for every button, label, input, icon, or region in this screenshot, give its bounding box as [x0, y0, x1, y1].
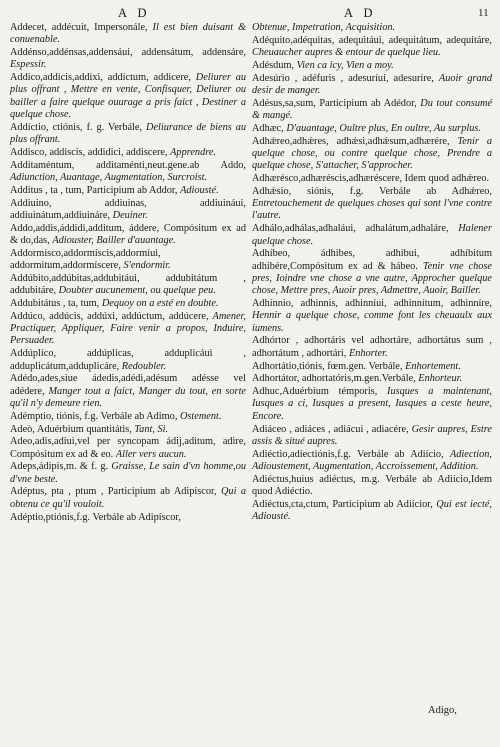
entry-french: Hennir a quelque chose, comme font les cheuaulx aux iumens.	[252, 310, 492, 334]
entry-latin: Adhǽreo,adhǽres, adhǽsi,adhǽsum,adhærére,	[252, 135, 450, 147]
dictionary-entry	[10, 248, 246, 273]
entry-french: Aller vers aucun.	[115, 448, 187, 460]
entry-latin: Adhuc,Aduérbium témporis,	[252, 386, 378, 398]
entry-latin: Addíctio, ctiónis, f. g. Verbále,	[10, 121, 143, 133]
entry-latin: Adhortátio,tiónis, fœm.gen. Verbále,	[252, 360, 403, 372]
entry-latin: Addecet, addécuit, Impersonále,	[10, 22, 148, 33]
dictionary-entry	[10, 273, 246, 298]
entry-latin: Adhortátor, adhortatóris,m.gen.Verbále,	[252, 373, 416, 385]
page-number: 11	[478, 7, 489, 19]
entry-latin: Adiéctus,huius adiéctus, m.g. Verbále ab Adiício,Idem quod Adiéctio.	[252, 473, 492, 497]
entry-french: Graisse, Le sain d'vn homme,ou d'vne beste.	[10, 461, 246, 485]
dictionary-entry	[252, 60, 492, 72]
dictionary-entry	[252, 73, 492, 98]
dictionary-entry	[10, 122, 246, 147]
entry-latin: Addormísco,addormíscis,addormíui, addormitum,addormíscere,	[10, 247, 161, 272]
dictionary-entry	[10, 147, 246, 159]
entry-latin: Adiéctio,adiectiónis,f.g. Verbále ab Adiício,	[252, 448, 444, 460]
entry-latin: Adhínnio, adhinnis, adhinníui, adhinnítum, adhinníre,	[252, 298, 492, 310]
entry-latin: Adiéctus,cta,ctum, Participium ab Adiícior,	[252, 498, 433, 510]
dictionary-entry	[252, 136, 492, 173]
entry-french: Deliurance de biens au plus offrant.	[10, 121, 246, 146]
entry-french: Tenir vne chose pres, Ioindre vne chose a vne autre, Approcher quelque chose, Mettre pres, Auoir pres, Admettre, Auoir, Bailler.	[252, 260, 493, 297]
dictionary-entry	[10, 47, 246, 72]
dictionary-entry	[252, 335, 492, 360]
dictionary-entry	[252, 35, 492, 60]
entry-latin: Addiuino, addiuinas, addiuináui, addiuinátum,addiuináre,	[10, 197, 246, 221]
entry-french: Apprendre.	[170, 146, 216, 158]
entry-french: Espessir.	[10, 59, 47, 71]
dictionary-entry	[10, 160, 246, 185]
entry-latin: Adesúrio , adéfuris , adesuríui, adesuríre,	[252, 72, 434, 84]
entry-latin: Addubitátus , ta, tum,	[10, 298, 100, 310]
entry-french: Halener quelque chose.	[252, 223, 492, 247]
entry-french: Gesir aupres, Estre assis & situé aupres.	[252, 423, 492, 447]
dictionary-entry	[10, 373, 246, 410]
entry-latin: Addico,addicis,addixi, addíctum, addicere,	[10, 72, 191, 84]
entry-latin: Addúco, addúcis, addúxi, addúctum, addúcere,	[10, 310, 209, 322]
entry-french: Adiouster, Bailler d'auantage.	[52, 235, 176, 247]
entry-latin: Additaméntum, additaménti,neut.gene.ab Addo,	[10, 159, 246, 171]
entry-french: Entretouchement de quelques choses qui sont l'vne contre l'autre.	[252, 198, 492, 222]
right-column	[252, 22, 492, 524]
entry-french: Redoubler.	[121, 360, 167, 372]
left-column	[10, 22, 246, 524]
dictionary-entry	[10, 461, 246, 486]
entry-french: Enhortement.	[405, 360, 461, 372]
entry-latin: Adhæc,	[252, 122, 284, 134]
dictionary-entry	[10, 22, 246, 47]
dictionary-entry	[10, 298, 246, 310]
entry-latin: Adeò, Aduérbium quantitátis,	[10, 423, 132, 435]
entry-french: Adiection, Adioustement, Augmentation, Accroissement, Addition.	[252, 448, 493, 472]
catchword: Adigo,	[428, 705, 457, 716]
entry-latin: Addisco, addiscis, addidici, addiscere,	[10, 146, 168, 158]
entry-french: Tant, Si.	[134, 423, 169, 435]
entry-french: Amener, Practiquer, Appliquer, Faire venir a propos, Induire, Persuader.	[10, 310, 246, 347]
dictionary-entry	[10, 424, 246, 436]
dictionary-entry	[252, 386, 492, 423]
entry-french: Enhorteur.	[418, 373, 463, 385]
entry-french: Adiousté.	[180, 184, 219, 196]
dictionary-entry	[10, 311, 246, 348]
dictionary-entry	[10, 486, 246, 511]
entry-latin: Adéquito,adéquitas, adequitáui, adequitátum, adequitáre,	[252, 34, 492, 46]
header-left: A D	[118, 6, 151, 20]
entry-latin: Adédo,ades,siue ádedis,adédi,adésum adésse vel adédere,	[10, 373, 246, 397]
entry-latin: Addénso,addénsas,addensáui, addensátum, addensáre,	[10, 47, 246, 59]
entry-french: Tenir a quelque chose, ou contre quelque chose, Prendre a quelque chose, S'attacher, S'approcher.	[252, 135, 493, 172]
entry-french: Iusques a maintenant, Iusques a ci, Iusques a present, Iusques a ceste heure, Encore.	[252, 386, 492, 422]
dictionary-entry	[252, 474, 492, 499]
entry-french: Doubter aucunement, ou quelque peu.	[58, 285, 216, 297]
entry-latin: Addúbito,addúbitas,addubitáui, addubitátum , addubitáre,	[10, 272, 246, 297]
entry-latin: Adémptio, tiónis, f.g. Verbále ab Adimo,	[10, 410, 178, 422]
entry-latin: Adéptio,ptiónis,f.g. Verbále ab Adipíscor,	[10, 511, 181, 523]
entry-latin: Addo,addis,áddidi,additum, áddere, Compósitum ex ad & do,das,	[10, 222, 246, 247]
header-right: A D	[344, 6, 377, 20]
dictionary-entry	[252, 98, 492, 123]
dictionary-entry	[10, 223, 246, 248]
entry-french: S'endormir.	[123, 260, 171, 272]
entry-french: Vien ca icy, Vien a moy.	[296, 59, 394, 71]
entry-latin: Adhærésco,adhæréscis,adhæréscere, Idem quod adhǽreo.	[252, 173, 490, 185]
dictionary-entry	[10, 512, 246, 524]
dictionary-entry	[252, 361, 492, 373]
dictionary-entry	[252, 248, 492, 297]
entry-french: Obtenue, Impetration, Acquisition.	[252, 22, 396, 33]
entry-french: Auoir grand desir de manger.	[252, 72, 492, 96]
entry-french: Enhorter.	[348, 347, 388, 359]
entry-latin: Adhíbeo, ádhibes, adhibui, adhíbitum adhibére,Compósitum ex ad & hábeo.	[252, 248, 492, 272]
dictionary-entry	[10, 72, 246, 121]
dictionary-entry	[252, 22, 492, 34]
dictionary-entry	[252, 186, 492, 223]
dictionary-entry	[252, 449, 492, 474]
entry-french: Deliurer au plus offrant , Mettre en vente, Confisquer, Deliurer ou bailler a faire quelque ouurage a pris faict , Destiner a quelque chose.	[10, 72, 247, 121]
entry-french: Du tout consumé & mangé.	[252, 97, 493, 122]
entry-french: Manger tout a faict, Manger du tout, en sorte qu'il n'y demeure rien.	[10, 385, 246, 409]
dictionary-entry	[10, 185, 246, 197]
entry-latin: Adhórtor , adhortáris vel adhortáre, adhortátus sum , adhortátum , adhortári,	[252, 335, 492, 359]
entry-french: Cheuaucher aupres & entour de quelque lieu.	[252, 47, 441, 59]
entry-french: Il est bien duisant & conuenable.	[10, 22, 246, 46]
entry-latin: Additus , ta , tum, Participium ab Addor,	[10, 184, 178, 196]
dictionary-entry	[10, 436, 246, 461]
entry-french: Qui a obtenu ce qu'il vouloit.	[10, 486, 246, 510]
entry-french: Ostement.	[179, 410, 222, 422]
dictionary-entry	[10, 198, 246, 223]
entry-latin: Adéptus, pta , ptum , Participium ab Adipíscor,	[10, 486, 217, 498]
entry-latin: Adhálo,adhálas,adhaláui, adhalátum,adhaláre,	[252, 223, 449, 235]
entry-latin: Adiáceo , adiáces , adiácui , adiacére,	[252, 423, 409, 435]
entry-french: Qui est iecté, Adiousté.	[252, 498, 492, 523]
entry-french: Dequoy on a esté en doubte.	[101, 298, 219, 310]
dictionary-entry	[252, 123, 492, 135]
entry-latin: Adésdum,	[252, 59, 295, 71]
entry-latin: Adeo,adis,adiui,vel per syncopam ádij,aditum, adire, Compósitum ex ad & eo.	[10, 436, 246, 460]
dictionary-entry	[10, 348, 246, 373]
dictionary-entry	[252, 373, 492, 385]
dictionary-entry	[252, 173, 492, 185]
dictionary-entry	[252, 223, 492, 248]
running-header	[0, 6, 500, 22]
dictionary-entry	[10, 411, 246, 423]
dictionary-entry	[252, 499, 492, 524]
entry-latin: Addúplico, addúplicas, adduplicáui , adduplicátum,adduplicáre,	[10, 348, 246, 372]
entry-latin: Adhǽsio, siónis, f.g. Verbále ab Adhǽreo,	[252, 185, 492, 197]
entry-french: D'auantage, Oultre plus, En oultre, Au surplus.	[286, 122, 481, 134]
entry-french: Adiunction, Auantage, Augmentation, Surcroist.	[10, 172, 208, 184]
entry-french: Deuiner.	[112, 209, 148, 221]
entry-latin: Adésus,sa,sum, Participium ab Adédor,	[252, 97, 417, 109]
dictionary-entry	[252, 424, 492, 449]
dictionary-entry	[252, 298, 492, 335]
entry-latin: Adeps,ádipis,m. & f. g.	[10, 461, 109, 473]
